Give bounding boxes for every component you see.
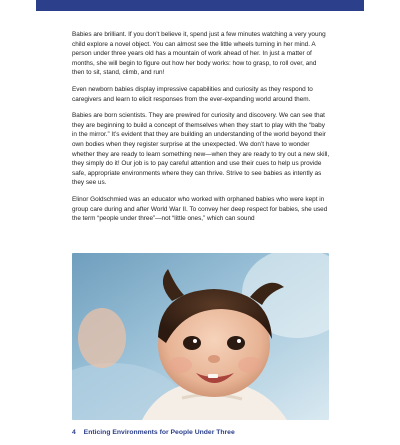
toddler-photo	[72, 253, 329, 420]
page-footer	[72, 429, 235, 436]
paragraph-1: Babies are brilliant. If you don’t believe it, spend just a few minutes watching a very young child explore a novel object. You can almost see the little wheels turning in her mind. A person under three years old has a mountain of work ahead of her. In just a matter of months, she will begin to figure out how her body works: how to grasp, to roll over, and then to sit, stand, climb, and run!	[72, 31, 326, 77]
toddler-photo-illustration	[72, 253, 329, 420]
body-text	[72, 30, 330, 231]
paragraph-3: Babies are born scientists. They are prewired for curiosity and discovery. We can see that they are beginning to build a concept of themselves when they start to play with the “baby in the mirror.” It’s evident that they are building an understanding of the world beyond their own bodies when they register surprise at the unexpected. We don’t have to wonder whether they are ready to learn something new—when they are ready to try out a new skill, they simply do it! Our job is to pay careful attention and use their cues to help us provide safe, appropriate environments where they can thrive. Strive to see babies as intently as they see us.	[72, 112, 330, 187]
paragraph-2: Even newborn babies display impressive capabilities and curiosity as they respond to caregivers and learn to elicit responses from the ever-expanding world around them.	[72, 85, 313, 103]
header-bar	[36, 0, 364, 11]
page-number: 4	[72, 429, 76, 436]
paragraph-4: Elinor Goldschmied was an educator who worked with orphaned babies who were kept in group care during and after World War II. To convey her deep respect for babies, she used the term “people under three”—not “little ones,” which can sound	[72, 195, 328, 223]
running-title: Enticing Environments for People Under Three	[83, 429, 235, 436]
